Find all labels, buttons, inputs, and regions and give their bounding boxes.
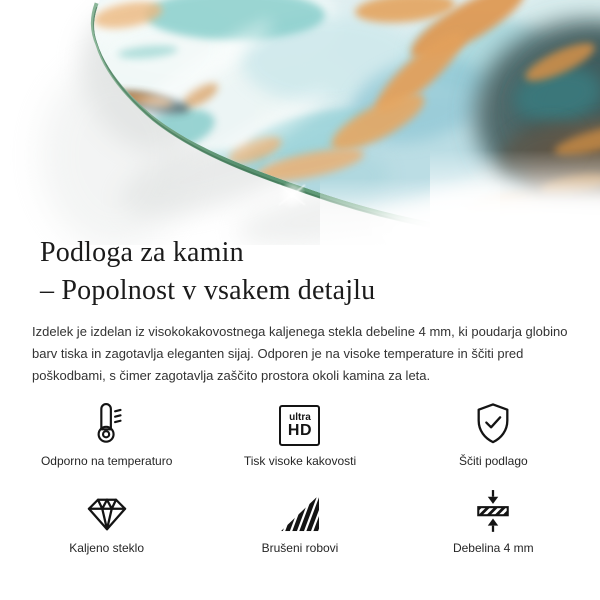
feature-item-polished-edges [203,487,396,555]
feature-label: Kaljeno steklo [69,541,145,555]
product-photo [0,0,600,245]
features-grid [10,400,590,555]
product-info-section [0,228,600,387]
feature-label: Odporno na temperaturo [40,454,173,468]
product-description: Izdelek je izdelan iz visokokakovostnega kaljenega stekla debeline 4 mm, ki poudarja globino barv tiska in zagotavlja eleganten sijaj. Odporen je na visoke temperature in ščiti pred poškodbami, s čimer zagotavlja zaščito prostora okoli kamina za leta. [32,324,568,383]
feature-label: Tisk visoke kakovosti [243,454,357,468]
diamond-icon [84,487,130,533]
ultra-hd-text-top: ultra [289,411,311,423]
feature-label: Brušeni robovi [261,541,339,555]
thermometer-icon [89,400,125,446]
feature-item-protection [397,400,590,468]
ultra-hd-text-bottom: HD [287,421,313,439]
page-title-line2: – Popolnost v vsakem detajlu [40,275,376,306]
feature-label: Ščiti podlago [458,454,528,468]
polished-edges-icon [279,487,321,533]
feature-item-thickness [397,487,590,555]
feature-item-print-quality [203,400,396,468]
feature-item-temperature [10,400,203,468]
page-title-line1: Podloga za kamin [40,237,244,268]
page-title [40,234,600,310]
thickness-icon [474,487,512,533]
shield-check-icon [472,400,514,446]
feature-label: Debelina 4 mm [452,541,534,555]
hero-image [0,0,600,245]
ultra-hd-icon [279,400,320,446]
feature-item-tempered-glass [10,487,203,555]
